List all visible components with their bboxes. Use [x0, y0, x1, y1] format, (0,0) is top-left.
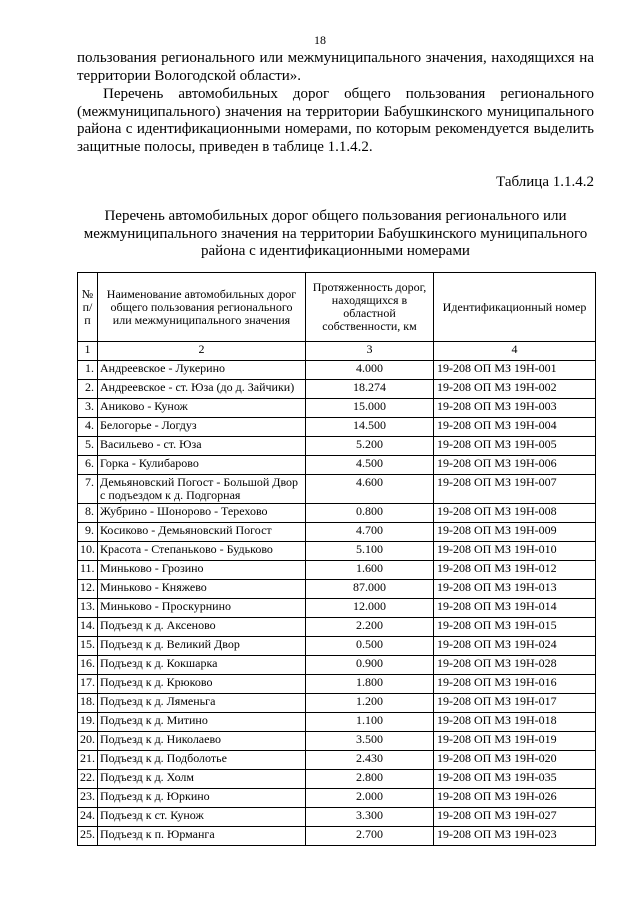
table-row — [78, 599, 596, 618]
road-name: Подъезд к д. Кокшарка — [98, 656, 306, 675]
road-length: 0.900 — [306, 656, 434, 675]
row-number: 12. — [78, 580, 98, 599]
road-id: 19-208 ОП МЗ 19Н-012 — [434, 561, 596, 580]
road-name: Белогорье - Логдуз — [98, 418, 306, 437]
paragraph-continuation: пользования регионального или межмуниципального значения, находящихся на территории Вологодской области». — [77, 50, 594, 84]
row-number: 22. — [78, 770, 98, 789]
road-id: 19-208 ОП МЗ 19Н-028 — [434, 656, 596, 675]
table-row — [78, 618, 596, 637]
road-length: 5.200 — [306, 437, 434, 456]
table-row — [78, 770, 596, 789]
road-id: 19-208 ОП МЗ 19Н-019 — [434, 732, 596, 751]
road-name: Красота - Степанькoво - Будьково — [98, 542, 306, 561]
road-length: 4.700 — [306, 523, 434, 542]
road-id: 19-208 ОП МЗ 19Н-026 — [434, 789, 596, 808]
table-row — [78, 418, 596, 437]
row-number: 4. — [78, 418, 98, 437]
row-number: 25. — [78, 827, 98, 846]
column-number: 1 — [78, 342, 98, 361]
row-number: 23. — [78, 789, 98, 808]
table-row — [78, 456, 596, 475]
row-number: 13. — [78, 599, 98, 618]
road-id: 19-208 ОП МЗ 19Н-020 — [434, 751, 596, 770]
row-number: 2. — [78, 380, 98, 399]
road-length: 5.100 — [306, 542, 434, 561]
road-id: 19-208 ОП МЗ 19Н-014 — [434, 599, 596, 618]
road-length: 15.000 — [306, 399, 434, 418]
paragraph-intro: Перечень автомобильных дорог общего пользования регионального (межмуниципального) значения на территории Бабушкинского муниципального района с идентификационными номерами, по которым рекомендуется выделить защитные полосы, приведен в таблице 1.1.4.2. — [77, 86, 594, 155]
road-name: Горка - Кулибарово — [98, 456, 306, 475]
road-name: Жубрино - Шонорово - Терехово — [98, 504, 306, 523]
road-id: 19-208 ОП МЗ 19Н-009 — [434, 523, 596, 542]
table-row — [78, 732, 596, 751]
road-id: 19-208 ОП МЗ 19Н-002 — [434, 380, 596, 399]
road-length: 0.800 — [306, 504, 434, 523]
table-row — [78, 561, 596, 580]
table-row — [78, 713, 596, 732]
row-number: 16. — [78, 656, 98, 675]
road-id: 19-208 ОП МЗ 19Н-010 — [434, 542, 596, 561]
road-name: Подъезд к д. Ляменьга — [98, 694, 306, 713]
road-length: 4.600 — [306, 475, 434, 504]
row-number: 24. — [78, 808, 98, 827]
row-number: 19. — [78, 713, 98, 732]
road-id: 19-208 ОП МЗ 19Н-008 — [434, 504, 596, 523]
road-name: Подъезд к д. Холм — [98, 770, 306, 789]
row-number: 8. — [78, 504, 98, 523]
road-length: 4.000 — [306, 361, 434, 380]
row-number: 18. — [78, 694, 98, 713]
row-number: 3. — [78, 399, 98, 418]
road-length: 0.500 — [306, 637, 434, 656]
row-number: 14. — [78, 618, 98, 637]
road-length: 1.600 — [306, 561, 434, 580]
road-length: 2.200 — [306, 618, 434, 637]
road-name: Подъезд к д. Митино — [98, 713, 306, 732]
header-id-number: Идентификационный номер — [434, 273, 596, 342]
road-id: 19-208 ОП МЗ 19Н-006 — [434, 456, 596, 475]
table-row — [78, 399, 596, 418]
road-length: 87.000 — [306, 580, 434, 599]
row-number: 9. — [78, 523, 98, 542]
road-name: Миньково - Проскурнино — [98, 599, 306, 618]
road-name: Миньково - Грозино — [98, 561, 306, 580]
table-row — [78, 675, 596, 694]
road-name: Подъезд к д. Аксеново — [98, 618, 306, 637]
table-row — [78, 542, 596, 561]
column-number: 3 — [306, 342, 434, 361]
header-road-name: Наименование автомобильных дорог общего пользования регионального или межмуниципального значения — [98, 273, 306, 342]
roads-table — [77, 272, 596, 846]
table-row — [78, 637, 596, 656]
column-number-row — [78, 342, 596, 361]
table-row — [78, 504, 596, 523]
road-length: 4.500 — [306, 456, 434, 475]
road-length: 12.000 — [306, 599, 434, 618]
road-length: 18.274 — [306, 380, 434, 399]
road-length: 1.800 — [306, 675, 434, 694]
road-name: Васильево - ст. Юза — [98, 437, 306, 456]
road-name: Подъезд к п. Юрманга — [98, 827, 306, 846]
road-length: 14.500 — [306, 418, 434, 437]
road-name: Косиково - Демьяновский Погост — [98, 523, 306, 542]
table-row — [78, 694, 596, 713]
row-number: 7. — [78, 475, 98, 504]
table-header-row — [78, 273, 596, 342]
table-row — [78, 437, 596, 456]
column-number: 2 — [98, 342, 306, 361]
road-name: Андреевское - ст. Юза (до д. Зайчики) — [98, 380, 306, 399]
road-length: 2.700 — [306, 827, 434, 846]
road-id: 19-208 ОП МЗ 19Н-027 — [434, 808, 596, 827]
road-id: 19-208 ОП МЗ 19Н-016 — [434, 675, 596, 694]
road-name: Подъезд к д. Крюково — [98, 675, 306, 694]
road-name: Демьяновский Погост - Большой Двор с подъездом к д. Подгорная — [98, 475, 306, 504]
road-id: 19-208 ОП МЗ 19Н-003 — [434, 399, 596, 418]
road-name: Подъезд к д. Николаево — [98, 732, 306, 751]
road-length: 1.100 — [306, 713, 434, 732]
road-name: Аниково - Кунож — [98, 399, 306, 418]
road-length: 2.000 — [306, 789, 434, 808]
table-row — [78, 808, 596, 827]
road-name: Подъезд к ст. Кунож — [98, 808, 306, 827]
road-name: Миньково - Княжево — [98, 580, 306, 599]
table-row — [78, 523, 596, 542]
road-name: Подъезд к д. Подболотье — [98, 751, 306, 770]
table-title: Перечень автомобильных дорог общего пользования регионального или межмуниципального значения на территории Бабушкинского муниципального района с идентификационными номерами — [83, 208, 588, 259]
row-number: 21. — [78, 751, 98, 770]
row-number: 15. — [78, 637, 98, 656]
table-row — [78, 380, 596, 399]
road-id: 19-208 ОП МЗ 19Н-007 — [434, 475, 596, 504]
road-id: 19-208 ОП МЗ 19Н-001 — [434, 361, 596, 380]
road-length: 2.800 — [306, 770, 434, 789]
row-number: 11. — [78, 561, 98, 580]
road-name: Подъезд к д. Великий Двор — [98, 637, 306, 656]
road-name: Подъезд к д. Юркино — [98, 789, 306, 808]
table-row — [78, 656, 596, 675]
row-number: 1. — [78, 361, 98, 380]
table-row — [78, 580, 596, 599]
page-number: 18 — [314, 33, 326, 47]
row-number: 10. — [78, 542, 98, 561]
road-id: 19-208 ОП МЗ 19Н-035 — [434, 770, 596, 789]
road-id: 19-208 ОП МЗ 19Н-018 — [434, 713, 596, 732]
table-caption: Таблица 1.1.4.2 — [496, 174, 594, 190]
road-id: 19-208 ОП МЗ 19Н-013 — [434, 580, 596, 599]
table-row — [78, 475, 596, 504]
column-number: 4 — [434, 342, 596, 361]
road-id: 19-208 ОП МЗ 19Н-005 — [434, 437, 596, 456]
row-number: 6. — [78, 456, 98, 475]
road-length: 3.500 — [306, 732, 434, 751]
road-id: 19-208 ОП МЗ 19Н-015 — [434, 618, 596, 637]
table-row — [78, 789, 596, 808]
road-length: 2.430 — [306, 751, 434, 770]
header-number: № п/п — [78, 273, 98, 342]
table-row — [78, 751, 596, 770]
row-number: 20. — [78, 732, 98, 751]
row-number: 17. — [78, 675, 98, 694]
road-length: 1.200 — [306, 694, 434, 713]
road-length: 3.300 — [306, 808, 434, 827]
header-length: Протяженность дорог, находящихся в областной собственности, км — [306, 273, 434, 342]
road-id: 19-208 ОП МЗ 19Н-024 — [434, 637, 596, 656]
table-row — [78, 361, 596, 380]
road-name: Андреевское - Лукерино — [98, 361, 306, 380]
road-id: 19-208 ОП МЗ 19Н-004 — [434, 418, 596, 437]
table-row — [78, 827, 596, 846]
road-id: 19-208 ОП МЗ 19Н-017 — [434, 694, 596, 713]
road-id: 19-208 ОП МЗ 19Н-023 — [434, 827, 596, 846]
row-number: 5. — [78, 437, 98, 456]
